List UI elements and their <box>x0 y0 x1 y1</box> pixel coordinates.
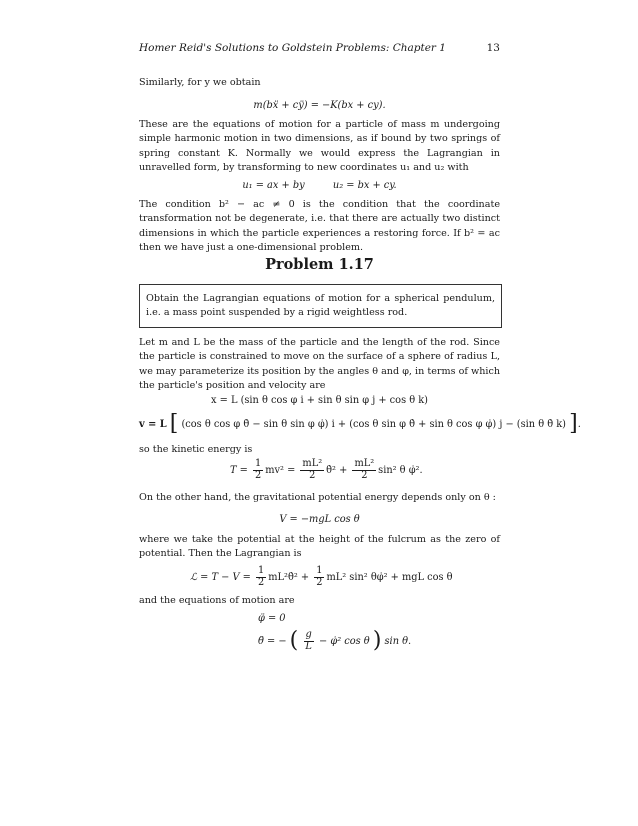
fraction-mL2-b: $\frac{\text{mL²}}{2}$ <box>354 458 375 481</box>
lagrangian-term1: mL²θ̇² + <box>268 571 310 583</box>
equation-lagrangian <box>190 566 453 589</box>
theta-lhs: θ̈ = − <box>258 636 287 647</box>
similarly-line: Similarly, for y we obtain <box>139 77 261 88</box>
kinetic-intro: so the kinetic energy is <box>139 444 253 455</box>
equation-position: x = L (sin θ cos φ i + sin θ sin φ j + cos θ k) <box>210 395 428 406</box>
equation-velocity: v = L [ (cos θ cos φ θ̇ − sin θ sin φ φ̇) i + (cos θ sin φ θ̇ + sin θ cos φ φ̇) j − (sin θ θ̇ k) ]. <box>139 411 581 436</box>
equation-theta <box>258 629 411 654</box>
paragraph-harmonic: These are the equations of motion for a particle of mass m undergoing simple harmonic motion in two dimensions, as if bound by two springs of spring constant K. Normally we would express the Lagrangian in unravelled form, by transforming to new coordinates u₁ and u₂ with <box>139 119 500 174</box>
equation-u2: u₂ = bx + cy. <box>332 180 397 191</box>
equation-transform <box>139 180 500 191</box>
fraction-half: $\frac{1}{2}$ <box>254 458 262 481</box>
running-header <box>139 42 500 54</box>
kinetic-lhs: T = <box>230 464 248 476</box>
paragraph-condition: The condition b² − ac ≠ 0 is the condition that the coordinate transformation not be degenerate, i.e. that there are actually two distinct dimensions in which the particle experiences a restoring force. If b² = ac then we have just a one-dimensional problem. <box>139 199 500 254</box>
velocity-lhs: v = L <box>139 419 167 430</box>
fraction-half-l1: $\frac{1}{2}$ <box>258 565 265 588</box>
paragraph-fulcrum: where we take the potential at the height of the fulcrum as the zero of potential. Then the Lagrangian is <box>139 534 500 560</box>
equation-u1: u₁ = ax + by <box>242 180 305 191</box>
running-title: Homer Reid's Solutions to Goldstein Problems: Chapter 1 <box>139 42 446 54</box>
lagrangian-lhs: ℒ = T − V = <box>190 571 251 583</box>
potential-intro: On the other hand, the gravitational potential energy depends only on θ : <box>139 492 496 503</box>
right-paren: ) <box>372 628 382 653</box>
kinetic-mv2: mv² = <box>265 464 296 476</box>
equation-potential: V = −mgL cos θ <box>279 514 360 525</box>
fraction-half-l2: $\frac{1}{2}$ <box>316 565 323 588</box>
equation-kinetic <box>230 459 423 482</box>
theta-rest: − φ̇² cos θ <box>319 636 370 647</box>
right-bracket: ] <box>569 411 578 436</box>
fraction-mL2-a: $\frac{\text{mL²}}{2}$ <box>302 458 323 481</box>
problem-statement: Obtain the Lagrangian equations of motion for a spherical pendulum, i.e. a mass point suspended by a rigid weightless rod. <box>146 293 495 319</box>
eom-intro: and the equations of motion are <box>139 595 295 606</box>
page-number: 13 <box>486 42 500 54</box>
left-bracket: [ <box>169 411 179 436</box>
kinetic-theta: θ̇² + <box>326 464 348 476</box>
velocity-body: (cos θ cos φ θ̇ − sin θ sin φ φ̇) i + (cos θ sin φ θ̇ + sin θ cos φ φ̇) j − (sin θ θ̇ k) <box>181 419 567 430</box>
theta-end: sin θ. <box>384 636 412 647</box>
kinetic-sin: sin² θ φ̇². <box>378 464 423 476</box>
equation-phi: φ̈ = 0 <box>258 613 286 624</box>
problem-title: Problem 1.17 <box>265 256 374 273</box>
fraction-g-over-L: $\frac{g}{L}$ <box>305 629 312 652</box>
paragraph-setup: Let m and L be the mass of the particle and the length of the rod. Since the particle is constrained to move on the surface of a sphere of radius L, we may parameterize its position by the angles θ and φ, in terms of which the particle's position and velocity are <box>139 337 500 392</box>
problem-statement-box <box>139 284 502 328</box>
left-paren: ( <box>289 628 299 653</box>
lagrangian-term2: mL² sin² θφ̇² + mgL cos θ <box>326 571 453 583</box>
equation-y: m(bẍ + cÿ) = −K(bx + cy). <box>253 100 386 111</box>
